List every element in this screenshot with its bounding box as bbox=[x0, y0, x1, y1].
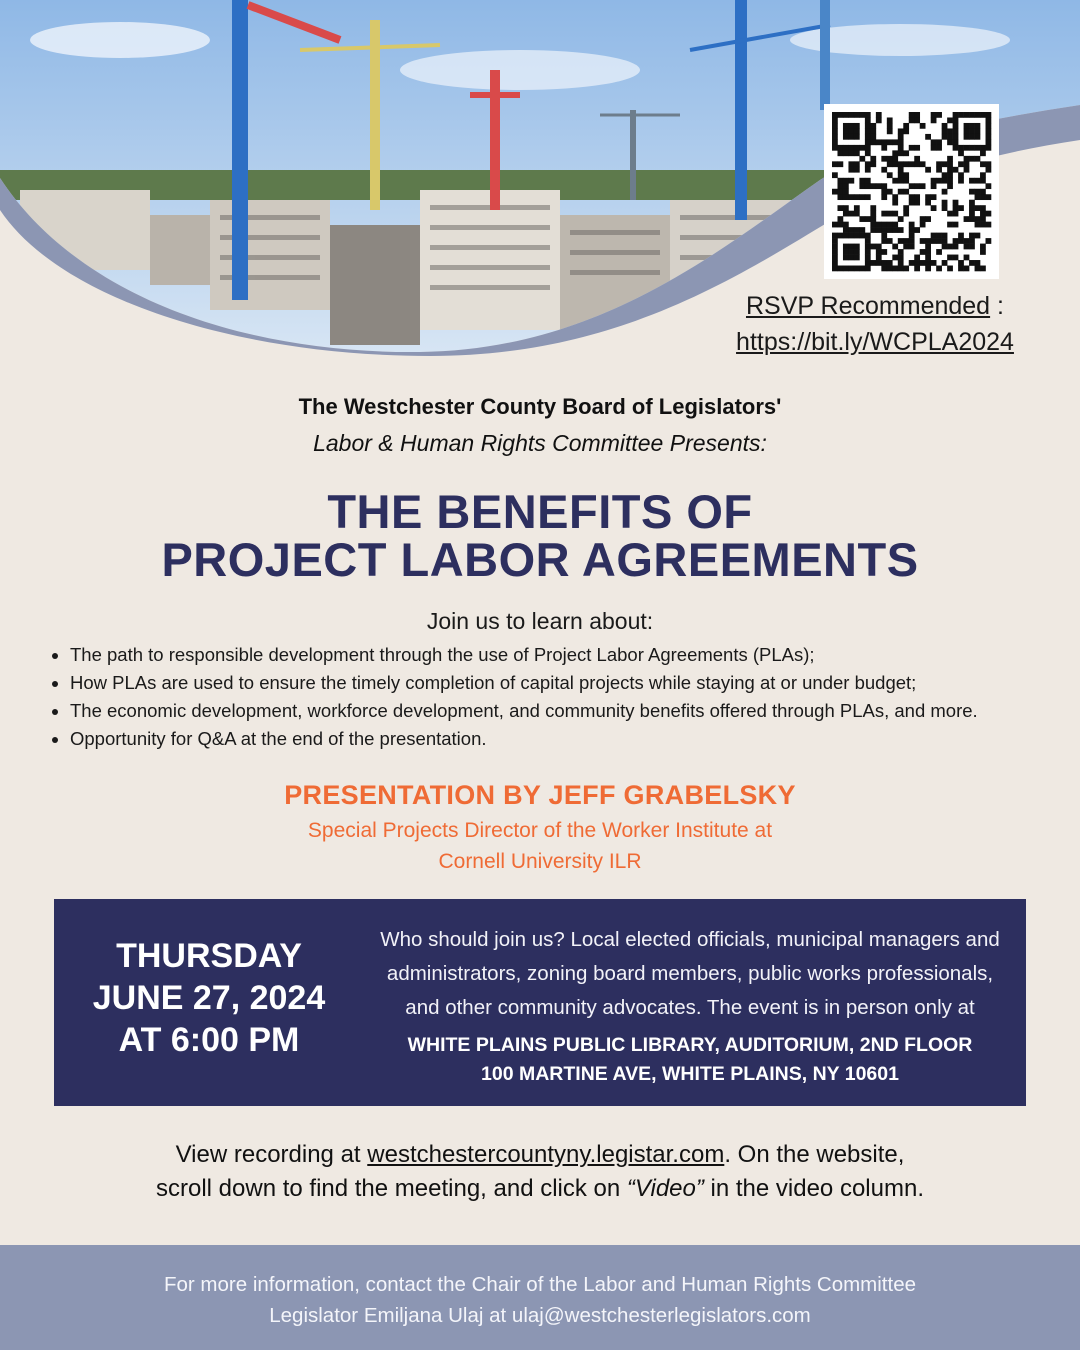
learn-points-list bbox=[52, 641, 1080, 753]
legistar-link[interactable]: westchestercountyny.legistar.com bbox=[367, 1141, 725, 1168]
event-details-box bbox=[54, 899, 1026, 1106]
recording-line2-suffix: in the video column. bbox=[703, 1175, 924, 1202]
speaker-title: PRESENTATION BY JEFF GRABELSKY bbox=[284, 780, 796, 810]
list-item: • How PLAs are used to ensure the timely completion of capital projects while staying at or under budget; bbox=[70, 669, 1080, 697]
recording-info bbox=[0, 1138, 1080, 1206]
venue-line-2: 100 MARTINE AVE, WHITE PLAINS, NY 10601 bbox=[481, 1063, 899, 1085]
speaker-role-line-2: Cornell University ILR bbox=[438, 850, 642, 873]
recording-suffix: . On the website, bbox=[724, 1141, 905, 1168]
list-item: • Opportunity for Q&A at the end of the presentation. bbox=[70, 725, 1080, 753]
speaker-role-line-1: Special Projects Director of the Worker Institute at bbox=[307, 819, 773, 842]
title-line-1: THE BENEFITS OF bbox=[327, 485, 753, 538]
speaker-role bbox=[0, 815, 1080, 877]
recording-prefix: View recording at bbox=[175, 1141, 368, 1168]
board-name: The Westchester County Board of Legislators' bbox=[298, 394, 782, 419]
title-line-2: PROJECT LABOR AGREEMENTS bbox=[161, 533, 919, 586]
audience-line-1: Who should join us? Local elected officials, municipal managers and bbox=[380, 928, 1000, 951]
event-time: AT 6:00 PM bbox=[118, 1021, 300, 1059]
rsvp-link[interactable]: https://bit.ly/WCPLA2024 bbox=[736, 328, 1014, 356]
venue-address bbox=[364, 1031, 1016, 1089]
committee-presents: Labor & Human Rights Committee Presents: bbox=[313, 430, 767, 456]
rsvp-colon: : bbox=[990, 292, 1004, 320]
footer-line-1: For more information, contact the Chair of the Labor and Human Rights Committee bbox=[163, 1273, 916, 1296]
event-day: THURSDAY bbox=[116, 937, 302, 975]
recording-line2-prefix: scroll down to find the meeting, and click on bbox=[156, 1175, 627, 1202]
rsvp-label: RSVP Recommended bbox=[745, 292, 991, 320]
qr-code-icon[interactable] bbox=[824, 104, 999, 279]
video-quote: “Video” bbox=[626, 1175, 704, 1202]
list-item: • The path to responsible development through the use of Project Labor Agreements (PLAs); bbox=[70, 641, 1080, 669]
rsvp-block bbox=[700, 288, 1050, 360]
footer-line-2: Legislator Emiljana Ulaj at ulaj@westchesterlegislators.com bbox=[269, 1304, 811, 1327]
footer-contact bbox=[0, 1269, 1080, 1331]
footer bbox=[0, 1245, 1080, 1350]
audience-line-2: administrators, zoning board members, public works professionals, bbox=[386, 962, 994, 985]
page-title bbox=[0, 485, 1080, 586]
event-date: JUNE 27, 2024 bbox=[92, 979, 326, 1017]
audience-line-3: and other community advocates. The event is in person only at bbox=[405, 996, 975, 1019]
list-item: • The economic development, workforce development, and community benefits offered through PLAs, and more. bbox=[70, 697, 1080, 725]
venue-line-1: WHITE PLAINS PUBLIC LIBRARY, AUDITORIUM, 2ND FLOOR bbox=[407, 1034, 973, 1056]
learn-intro: Join us to learn about: bbox=[426, 608, 654, 634]
audience-description bbox=[364, 923, 1016, 1025]
event-datetime bbox=[54, 935, 364, 1061]
